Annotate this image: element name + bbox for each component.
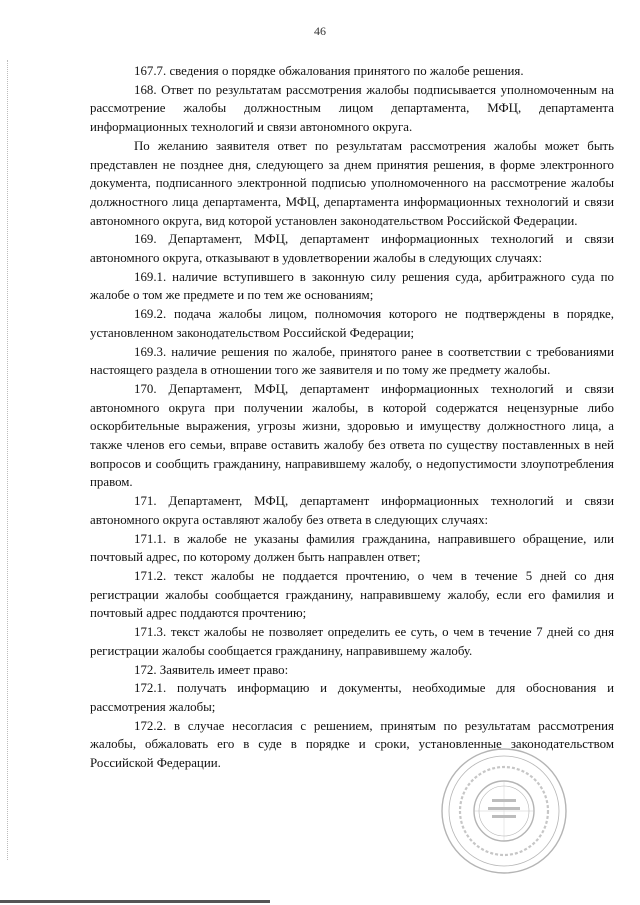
paragraph-168: 168. Ответ по результатам рассмотрения жалобы подписывается уполномоченным на рассмотрение жалобы должностным лицом департамента, МФЦ, департамента информационных технологий и связи автономного округа. xyxy=(90,82,614,135)
paragraph-171-2: 171.2. текст жалобы не поддается прочтению, о чем в течение 5 дней со дня регистрации жалобы сообщается гражданину, направившему жалобу, если его фамилия и почтовый адрес поддаются прочтению; xyxy=(90,568,614,621)
paragraph-167-7: 167.7. сведения о порядке обжалования принятого по жалобе решения. xyxy=(134,64,524,78)
scan-edge-line xyxy=(7,60,8,860)
paragraph-172-1: 172.1. получать информацию и документы, необходимые для обоснования и рассмотрения жалобы; xyxy=(90,681,614,714)
paragraph-169: 169. Департамент, МФЦ, департамент информационных технологий и связи автономного округа, отказывают в удовлетворении жалобы в следующих случаях: xyxy=(90,232,614,266)
paragraph-172-2: 172.2. в случае несогласия с решением, принятым по результатам рассмотрения жалобы, обжаловать его в суде в порядке и сроки, установленные законодательством Российской Федерации. xyxy=(90,718,614,771)
paragraph-169-3: 169.3. наличие решения по жалобе, принятого ранее в соответствии с требованиями настоящего раздела в отношении того же заявителя и по тому же предмету жалобы. xyxy=(90,344,614,378)
paragraph-169-2: 169.2. подача жалобы лицом, полномочия которого не подтверждены в порядке, установленном законодательством Российской Федерации; xyxy=(90,307,614,340)
page-number: 46 xyxy=(314,24,326,38)
paragraph-168-electronic: По желанию заявителя ответ по результатам рассмотрения жалобы может быть представлен не позднее дня, следующего за днем принятия решения, в форме электронного документа, подписанного электронной подписью уполномоченного на рассмотрение жалобы должностного лица департамента, МФЦ, департамента информационных технологий и связи автономного округа, вид которой установлен законодательством Российской Федерации. xyxy=(90,138,614,228)
paragraph-172: 172. Заявитель имеет право: xyxy=(134,662,289,677)
paragraph-171-3: 171.3. текст жалобы не позволяет определить ее суть, о чем в течение 7 дней со дня регистрации жалобы сообщается гражданину, направившему жалобу. xyxy=(90,625,614,658)
paragraph-171: 171. Департамент, МФЦ, департамент информационных технологий и связи автономного округа оставляют жалобу без ответа в следующих случаях: xyxy=(90,494,614,527)
paragraph-171-1: 171.1. в жалобе не указаны фамилия гражданина, направившего обращение, или почтовый адрес, по которому должен быть направлен ответ; xyxy=(90,531,614,565)
scan-bottom-edge xyxy=(0,900,270,903)
paragraph-170: 170. Департамент, МФЦ, департамент информационных технологий и связи автономного округа при получении жалобы, в которой содержатся нецензурные либо оскорбительные выражения, угрозы жизни, здоровью и имуществу должностного лица, а также членов его семьи, вправе оставить жалобу без ответа по существу поставленных в ней вопросов и сообщить гражданину, направившему жалобу, о недопустимости злоупотребления правом. xyxy=(90,381,614,490)
paragraph-169-1: 169.1. наличие вступившего в законную силу решения суда, арбитражного суда по жалобе о том же предмете и по тем же основаниям; xyxy=(90,269,614,303)
document-body xyxy=(90,62,614,773)
